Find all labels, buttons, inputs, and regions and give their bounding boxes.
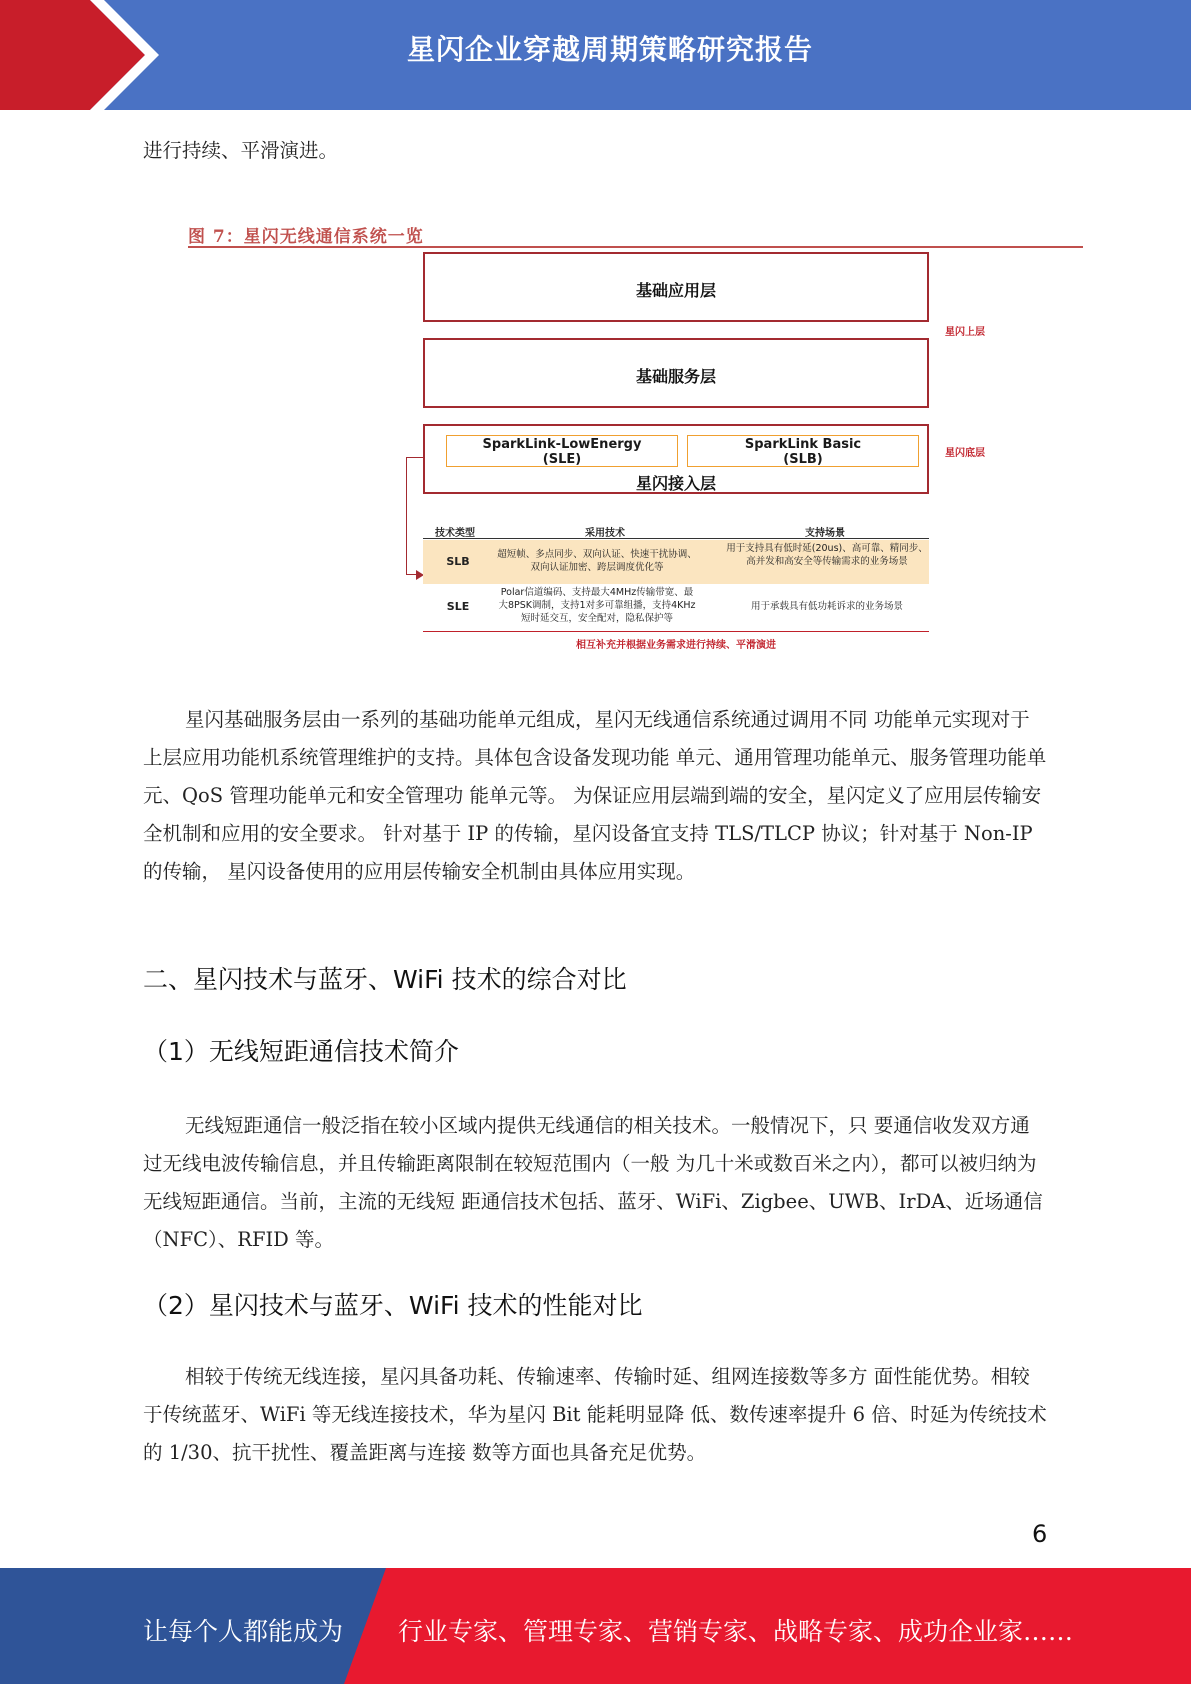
table-header-type: 技术类型 (435, 528, 475, 539)
side-label-lower: 星闪底层 (945, 448, 985, 459)
layer-service-box (423, 338, 929, 408)
sle-box-line2: (SLE) (542, 452, 582, 467)
table-bottom-rule (423, 631, 929, 632)
paragraph-performance: 相较于传统无线连接，星闪具备功耗、传输速率、传输时延、组网连接数等多方 面性能优势。相较于传统蓝牙、WiFi 等无线连接技术，华为星闪 Bit 能耗明显降 低、数传速率提升 6 倍、时延为传统技术的 1/30、抗干扰性、覆盖距离与连接 数等方面也具备充足优势。 (143, 1365, 1047, 1464)
table-row (423, 584, 929, 630)
connector-line (406, 457, 407, 574)
table-note: 相互补充并根据业务需求进行持续、平滑演进 (576, 640, 776, 651)
paragraph-service-layer: 星闪基础服务层由一系列的基础功能单元组成，星闪无线通信系统通过调用不同 功能单元实现对于上层应用功能机系统管理维护的支持。具体包含设备发现功能 单元、通用管理功能单元、服务管理功能单元、QoS 管理功能单元和安全管理功 能单元等。 为保证应用层端到端的安全，星闪定义了应用层传输安全机制和应用的安全要求。 针对基于 IP 的传输，星闪设备宜支持 TLS/TLCP 协议；针对基于 Non-IP 的传输， 星闪设备使用的应用层传输安全机制由具体应用实现。 (143, 708, 1047, 883)
layer-service-label: 基础服务层 (635, 367, 716, 386)
footer-slogan-left: 让每个人都能成为 (143, 1617, 344, 1646)
layer-app-box (423, 252, 929, 322)
slb-box (687, 435, 919, 467)
table-row (423, 540, 929, 584)
paragraph-short-range: 无线短距通信一般泛指在较小区域内提供无线通信的相关技术。一般情况下，只 要通信收发双方通过无线电波传输信息，并且传输距离限制在较短范围内（一般 为几十米或数百米之内），都可以被归纳为无线短距通信。当前，主流的无线短 距通信技术包括、蓝牙、WiFi、Zigbee、UWB、IrDA、近场通信（NFC）、RFID 等。 (143, 1114, 1043, 1251)
subsection-heading-1: （1）无线短距通信技术简介 (143, 1037, 459, 1066)
table-cell-tech: Polar信道编码、支持最大4MHz传输带宽、最大8PSK调制，支持1对多可靠组播，支持4KHz短时延交互，安全配对，隐私保护等 (498, 587, 696, 624)
table-cell-type: SLB (446, 555, 470, 568)
table-cell-scene: 用于支持具有低时延(20us)、高可靠、精同步、高并发和高安全等传输需求的业务场景 (726, 543, 928, 567)
page-number: 6 (1032, 1520, 1048, 1548)
layer-access-label: 星闪接入层 (635, 474, 716, 493)
intro-line: 进行持续、平滑演进。 (143, 139, 339, 162)
sle-box-line1: SparkLink-LowEnergy (482, 437, 642, 452)
header-red-block (0, 0, 160, 110)
table-cell-type: SLE (446, 600, 470, 613)
table-header (423, 524, 929, 539)
table-cell-tech: 超短帧、多点同步、双向认证、快速干扰协调、双向认证加密、跨层调度优化等 (497, 549, 697, 573)
figure-caption-rule (188, 246, 1083, 248)
table-header-tech: 采用技术 (585, 528, 625, 539)
sle-box (446, 435, 678, 467)
figure-caption: 图 7：星闪无线通信系统一览 (188, 227, 424, 247)
footer-slogan-right: 行业专家、管理专家、营销专家、战略专家、成功企业家…… (398, 1617, 1074, 1646)
table-header-scene: 支持场景 (805, 528, 845, 539)
layer-access-box (423, 424, 929, 494)
layer-app-label: 基础应用层 (635, 281, 716, 300)
slb-box-line1: SparkLink Basic (744, 437, 862, 452)
page-header (0, 0, 1191, 110)
slb-box-line2: (SLB) (783, 452, 823, 467)
section-heading: 二、星闪技术与蓝牙、WiFi 技术的综合对比 (143, 965, 627, 994)
table-cell-scene: 用于承载具有低功耗诉求的业务场景 (750, 601, 903, 612)
connector-line-top (406, 457, 423, 458)
subsection-heading-2: （2）星闪技术与蓝牙、WiFi 技术的性能对比 (143, 1291, 643, 1320)
side-label-upper: 星闪上层 (945, 327, 985, 338)
header-title: 星闪企业穿越周期策略研究报告 (406, 33, 813, 66)
